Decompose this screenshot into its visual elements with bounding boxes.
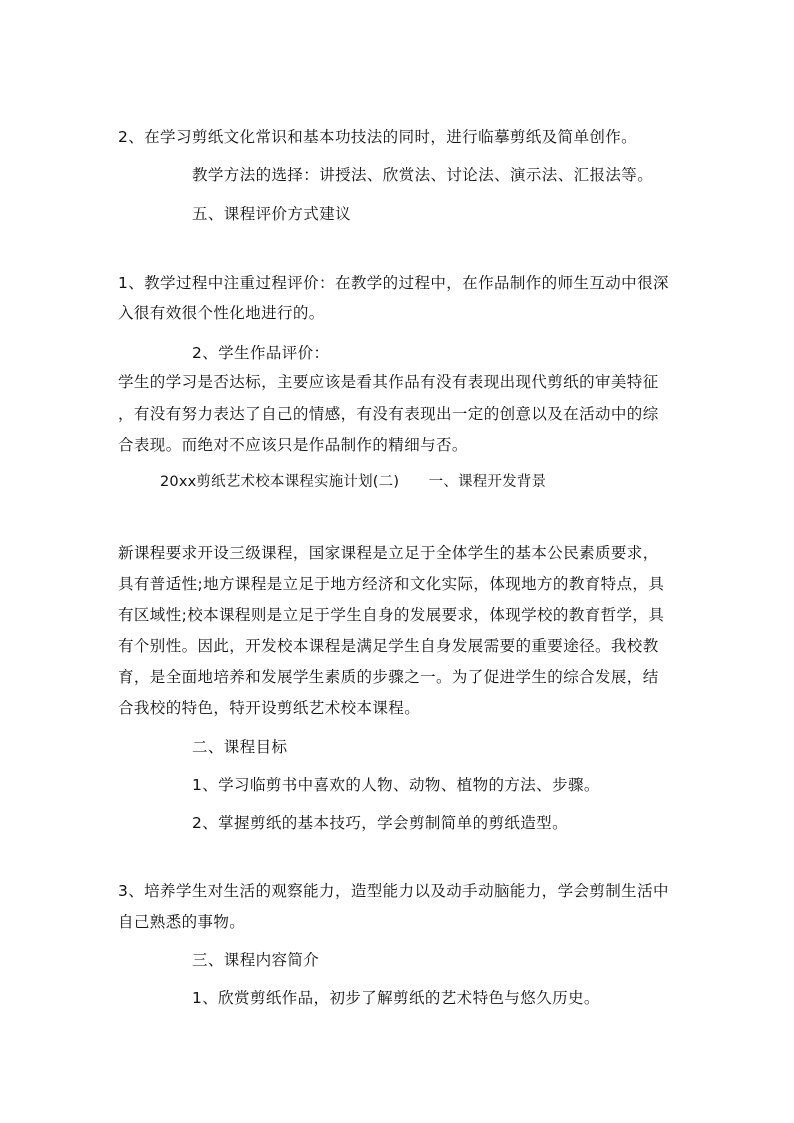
paragraph-line: 1、教学过程中注重过程评价：在教学的过程中，在作品制作的师生互动中很深 xyxy=(118,274,669,292)
list-item: 2、掌握剪纸的基本技巧，学会剪制简单的剪纸造型。 xyxy=(192,814,568,832)
paragraph-line: 教学方法的选择：讲授法、欣赏法、讨论法、演示法、汇报法等。 xyxy=(192,166,654,184)
list-item: 1、欣赏剪纸作品，初步了解剪纸的艺术特色与悠久历史。 xyxy=(192,989,600,1007)
paragraph-line: 2、学生作品评价： xyxy=(192,344,330,362)
paragraph-line: 学生的学习是否达标，主要应该是看其作品有没有表现出现代剪纸的审美特征 xyxy=(118,373,659,391)
section-heading: 二、课程目标 xyxy=(192,738,288,756)
paragraph-line: 3、培养学生对生活的观察能力，造型能力以及动手动脑能力，学会剪制生活中 xyxy=(118,882,669,900)
paragraph-line: 合表现。而绝对不应该只是作品制作的精细与否。 xyxy=(118,436,468,454)
paragraph-line: 有区域性;校本课程则是立足于学生自身的发展要求，体现学校的教育哲学，具 xyxy=(118,606,665,624)
paragraph-line: 合我校的特色，特开设剪纸艺术校本课程。 xyxy=(118,699,421,717)
paragraph-line: ，有没有努力表达了自己的情感，有没有表现出一定的创意以及在活动中的综 xyxy=(118,405,659,423)
list-item: 1、学习临剪书中喜欢的人物、动物、植物的方法、步骤。 xyxy=(192,776,600,794)
paragraph-line: 具有普适性;地方课程是立足于地方经济和文化实际，体现地方的教育特点，具 xyxy=(118,575,665,593)
paragraph-line: 自己熟悉的事物。 xyxy=(118,913,246,931)
section-heading: 五、课程评价方式建议 xyxy=(192,205,352,223)
paragraph-line: 育，是全面地培养和发展学生素质的步骤之一。为了促进学生的综合发展，结 xyxy=(118,668,659,686)
paragraph-line: 有个别性。因此，开发校本课程是满足学生自身发展需要的重要途径。我校教 xyxy=(118,637,659,655)
section-heading: 三、课程内容简介 xyxy=(192,951,320,969)
paragraph-line: 入很有效很个性化地进行的。 xyxy=(118,304,325,322)
paragraph-line: 2、在学习剪纸文化常识和基本功技法的同时，进行临摹剪纸及简单创作。 xyxy=(118,128,638,146)
document-title: 20xx剪纸艺术校本课程实施计划(二) 一、课程开发背景 xyxy=(160,474,547,490)
paragraph-line: 新课程要求开设三级课程，国家课程是立足于全体学生的基本公民素质要求， xyxy=(118,544,659,562)
